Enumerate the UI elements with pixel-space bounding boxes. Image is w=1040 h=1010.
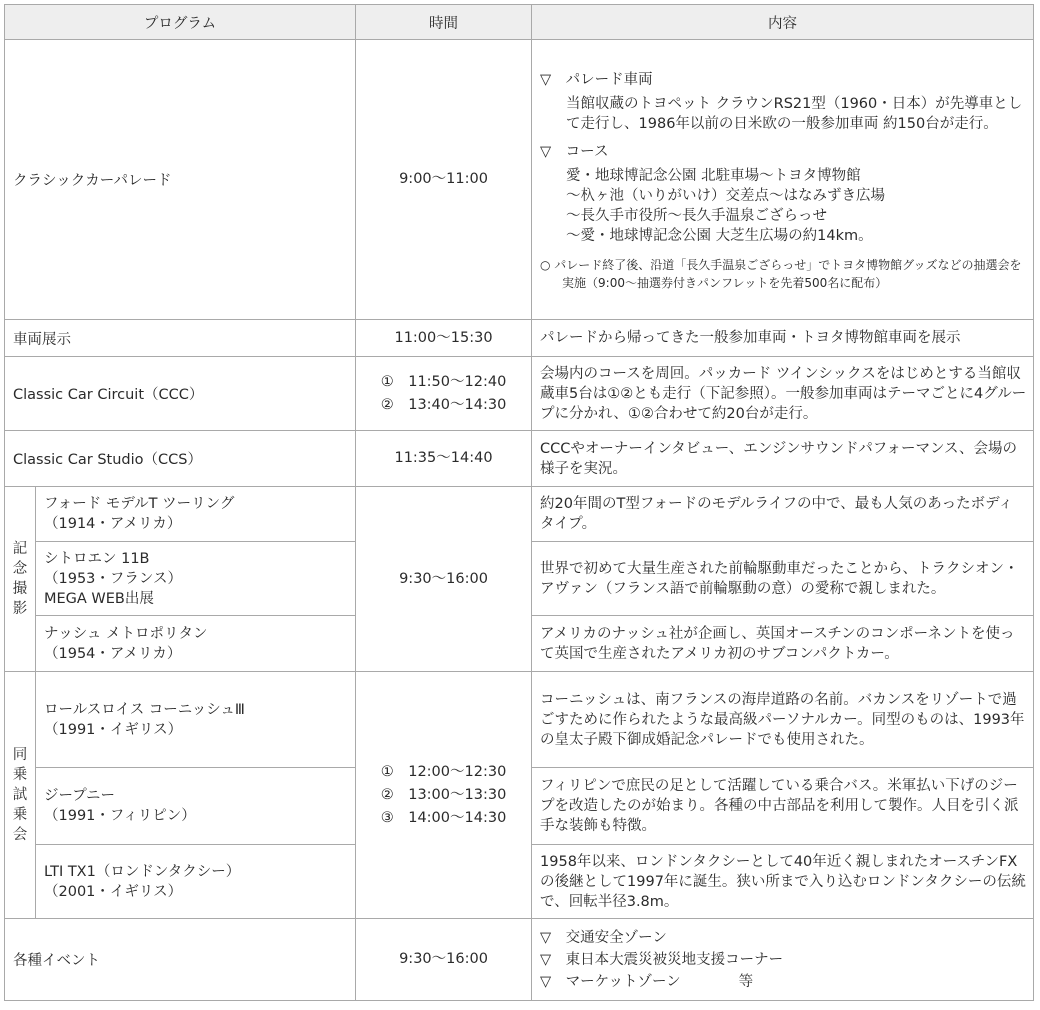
row-ride-1 — [5, 672, 1034, 768]
parade-note: ○ パレード終了後、沿道「長久手温泉ござらっせ」でトヨタ博物館グッズなどの抽選会を実施（9:00〜抽選券付きパンフレットを先着500名に配布） — [540, 257, 1022, 290]
photo-time: 9:30〜16:00 — [356, 487, 532, 672]
ride-label-char: 乗 — [12, 767, 28, 783]
car-origin: （1953・フランス） — [44, 570, 182, 587]
photo-car-2-desc: 世界で初めて大量生産された前輪駆動車だったことから、トラクシオン・アヴァン（フランス語で前輪駆動の意）の愛称で親しまれた。 — [532, 542, 1034, 616]
parade-course-line: 〜長久手市役所〜長久手温泉ござらっせ — [566, 207, 828, 224]
car-name: LTI TX1（ロンドンタクシー） — [44, 863, 241, 880]
header-time: 時間 — [356, 5, 532, 40]
car-origin: （2001・イギリス） — [44, 883, 183, 900]
photo-label-char: 影 — [12, 601, 28, 617]
row-exhibit — [5, 320, 1034, 357]
photo-label-char: 撮 — [12, 581, 28, 597]
parade-course-line: 愛・地球博記念公園 北駐車場〜トヨタ博物館 — [566, 167, 861, 184]
ccc-time — [356, 357, 532, 431]
parade-time: 9:00〜11:00 — [356, 40, 532, 320]
row-parade — [5, 40, 1034, 320]
ride-car-3 — [36, 845, 356, 919]
ride-time — [356, 672, 532, 919]
photo-label-char: 念 — [12, 561, 28, 577]
ride-car-3-desc: 1958年以来、ロンドンタクシーとして40年近く親しまれたオースチンFXの後継として1997年に誕生。狭い所まで入り込むロンドンタクシーの伝統で、回転半径3.8m。 — [532, 845, 1034, 919]
ride-car-1-desc: コーニッシュは、南フランスの海岸道路の名前。バカンスをリゾートで過ごすために作られたような最高級パーソナルカー。同型のものは、1993年の皇太子殿下御成婚記念パレードでも使用された。 — [532, 672, 1034, 768]
row-events — [5, 919, 1034, 1001]
events-time: 9:30〜16:00 — [356, 919, 532, 1001]
car-extra: MEGA WEB出展 — [44, 590, 154, 607]
ccs-desc: CCCやオーナーインタビュー、エンジンサウンドパフォーマンス、会場の様子を実況。 — [532, 431, 1034, 487]
car-origin: （1954・アメリカ） — [44, 645, 182, 662]
ride-label-char: 同 — [12, 747, 28, 763]
exhibit-name: 車両展示 — [5, 320, 356, 357]
car-origin: （1991・イギリス） — [44, 721, 183, 738]
photo-label-char: 記 — [12, 541, 28, 557]
ride-time-2: ② 13:00〜13:30 — [380, 786, 507, 803]
ccs-time: 11:35〜14:40 — [356, 431, 532, 487]
ccc-time-1: ① 11:50〜12:40 — [380, 373, 507, 390]
ride-car-2 — [36, 768, 356, 845]
row-ccc — [5, 357, 1034, 431]
photo-car-1-desc: 約20年間のT型フォードのモデルライフの中で、最も人気のあったボディタイプ。 — [532, 487, 1034, 542]
header-row — [5, 5, 1034, 40]
parade-course-line: 〜愛・地球博記念公園 大芝生広場の約14km。 — [566, 227, 873, 244]
parade-desc — [532, 40, 1034, 320]
photo-group-label — [5, 487, 36, 672]
events-name: 各種イベント — [5, 919, 356, 1001]
ccc-time-2: ② 13:40〜14:30 — [380, 396, 507, 413]
parade-vehicles-text: 当館収蔵のトヨペット クラウンRS21型（1960・日本）が先導車として走行し、1986年以前の日米欧の一般参加車両 約150台が走行。 — [566, 95, 1023, 132]
ccc-name: Classic Car Circuit（CCC） — [5, 357, 356, 431]
header-program: プログラム — [5, 5, 356, 40]
car-name: フォード モデルT ツーリング — [44, 496, 235, 512]
ride-label-char: 会 — [12, 827, 28, 843]
parade-name: クラシックカーパレード — [5, 40, 356, 320]
car-origin: （1914・アメリカ） — [44, 516, 182, 532]
parade-heading-vehicles: ▽ パレード車両 — [540, 71, 653, 88]
event-item: ▽ マーケットゾーン 等 — [540, 973, 754, 990]
exhibit-time: 11:00〜15:30 — [356, 320, 532, 357]
events-desc — [532, 919, 1034, 1001]
car-name: ナッシュ メトロポリタン — [44, 625, 208, 642]
event-schedule-table — [4, 4, 1034, 1001]
ride-time-3: ③ 14:00〜14:30 — [380, 809, 507, 826]
event-item: ▽ 交通安全ゾーン — [540, 929, 667, 946]
ride-label-char: 試 — [12, 787, 28, 803]
row-ccs — [5, 431, 1034, 487]
exhibit-desc: パレードから帰ってきた一般参加車両・トヨタ博物館車両を展示 — [532, 320, 1034, 357]
row-photo-1 — [5, 487, 1034, 542]
ride-label-char: 乗 — [12, 807, 28, 823]
parade-heading-course: ▽ コース — [540, 143, 609, 160]
parade-course-line: 〜杁ヶ池（いりがいけ）交差点〜はなみずき広場 — [566, 187, 886, 204]
event-item: ▽ 東日本大震災被災地支援コーナー — [540, 951, 784, 968]
car-name: ジープニー — [44, 788, 116, 804]
car-origin: （1991・フィリピン） — [44, 808, 196, 824]
photo-car-3-desc: アメリカのナッシュ社が企画し、英国オースチンのコンポーネントを使って英国で生産されたアメリカ初のサブコンパクトカー。 — [532, 616, 1034, 672]
ride-car-1 — [36, 672, 356, 768]
photo-car-3 — [36, 616, 356, 672]
car-name: ロールスロイス コーニッシュⅢ — [44, 701, 245, 718]
ccc-desc: 会場内のコースを周回。パッカード ツインシックスをはじめとする当館収蔵車5台は①②とも走行（下記参照）。一般参加車両はテーマごとに4グループに分かれ、①②合わせて約20台が走行。 — [532, 357, 1034, 431]
ride-group-label — [5, 672, 36, 919]
ride-car-2-desc: フィリピンで庶民の足として活躍している乗合バス。米軍払い下げのジープを改造したのが始まり。各種の中古部品を利用して製作。人目を引く派手な装飾も特徴。 — [532, 768, 1034, 845]
photo-car-2 — [36, 542, 356, 616]
ccs-name: Classic Car Studio（CCS） — [5, 431, 356, 487]
ride-time-1: ① 12:00〜12:30 — [380, 763, 507, 780]
car-name: シトロエン 11B — [44, 550, 150, 567]
photo-car-1 — [36, 487, 356, 542]
header-content: 内容 — [532, 5, 1034, 40]
